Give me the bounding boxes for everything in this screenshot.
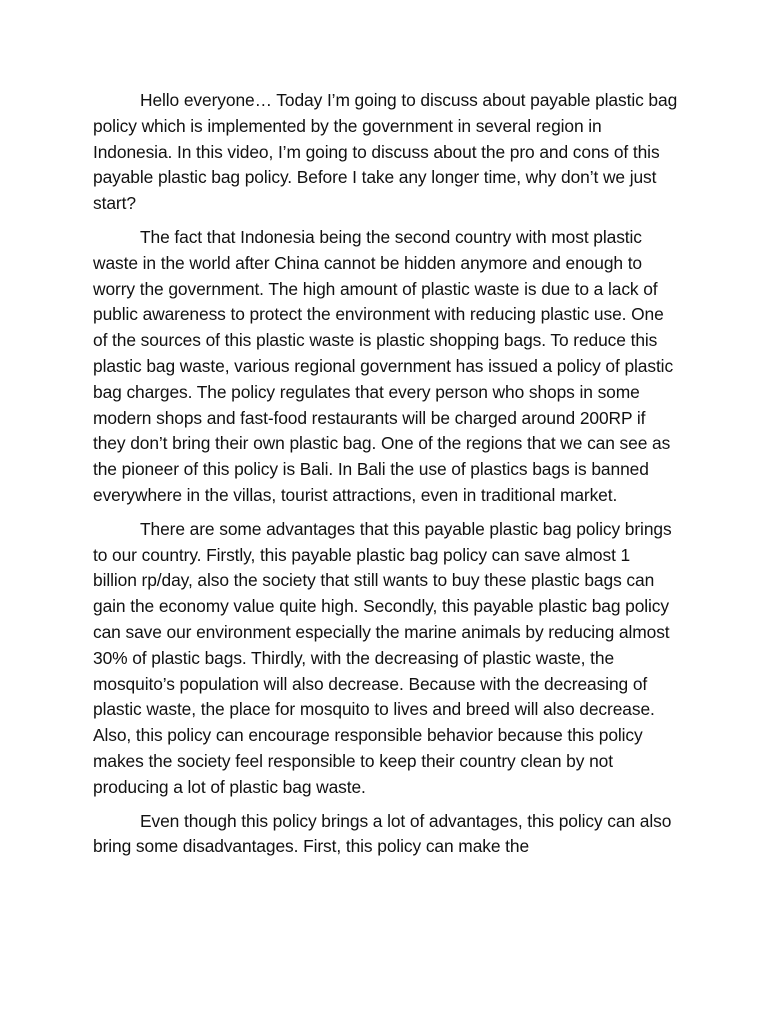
paragraph-advantages: There are some advantages that this payable plastic bag policy brings to our country. Firstly, this payable plastic bag policy can save almost 1 billion rp/day, also the society that still wants to buy these plastic bags can gain the economy value quite high. Secondly, this payable plastic bag policy can save our environment especially the marine animals by reducing almost 30% of plastic bags. Thirdly, with the decreasing of plastic waste, the mosquito’s population will also decrease. Because with the decreasing of plastic waste, the place for mosquito to lives and breed will also decrease. Also, this policy can encourage responsible behavior because this policy makes the society feel responsible to keep their country clean by not producing a lot of plastic bag waste. (93, 518, 672, 797)
paragraph-intro: Hello everyone… Today I’m going to discuss about payable plastic bag policy which is implemented by the government in several region in Indonesia. In this video, I’m going to discuss about the pro and cons of this payable plastic bag policy. Before I take any longer time, why don’t we just start? (93, 90, 678, 214)
document-body (93, 88, 678, 868)
paragraph-background: The fact that Indonesia being the second country with most plastic waste in the world after China cannot be hidden anymore and enough to worry the government. The high amount of plastic waste is due to a lack of public awareness to protect the environment with reducing plastic use. One of the sources of this plastic waste is plastic shopping bags. To reduce this plastic bag waste, various regional government has issued a policy of plastic bag charges. The policy regulates that every person who shops in some modern shops and fast-food restaurants will be charged around 200RP if they don’t bring their own plastic bag. One of the regions that we can see as the pioneer of this policy is Bali. In Bali the use of plastics bags is banned everywhere in the villas, tourist attractions, even in traditional market. (93, 226, 674, 505)
paragraph-disadvantages: Even though this policy brings a lot of advantages, this policy can also bring some disadvantages. First, this policy can make the (93, 810, 672, 857)
